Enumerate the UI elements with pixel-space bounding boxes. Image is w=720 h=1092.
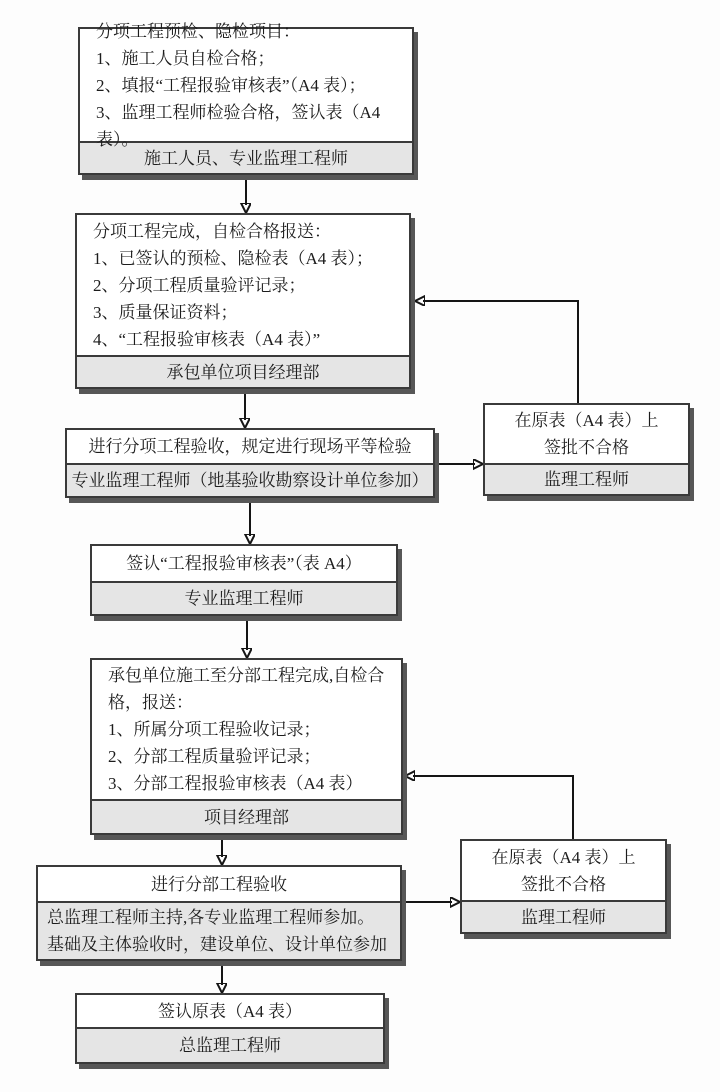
text-line: 分项工程完成，自检合格报送：: [93, 221, 331, 241]
text-line: 3、质量保证资料；: [93, 302, 238, 322]
text-line: 承包单位施工至分部工程完成,自检合格，报送：: [108, 666, 385, 712]
text-line: 4、“工程报验审核表（A4 表）”: [93, 329, 321, 349]
sign-original-form-box: [75, 993, 385, 1064]
text-line: 1、已签认的预检、隐检表（A4 表）；: [93, 248, 374, 268]
text-line: 签批不合格: [521, 874, 606, 894]
box-body: 进行分项工程验收，规定进行现场平等检验: [88, 437, 412, 456]
arrow-reject2-back-to-subdivision-report: [413, 776, 573, 839]
sign-review-form-box: [90, 544, 398, 616]
text-line: 3、分部工程报验审核表（A4 表）: [108, 774, 363, 793]
box-body: [77, 215, 409, 355]
subitem-acceptance-box: [65, 428, 435, 498]
text-line: 2、分项工程质量验评记录；: [93, 275, 306, 295]
text-line: 1、施工人员自检合格；: [96, 48, 275, 68]
box-body: [92, 660, 401, 799]
responsible-party-label: 承包单位项目经理部: [77, 355, 409, 387]
subitem-report-box: [75, 213, 411, 389]
subdivision-report-box: [90, 658, 403, 835]
responsible-party-label: 施工人员、专业监理工程师: [80, 141, 412, 173]
box-body: 进行分部工程验收: [151, 874, 287, 894]
subitem-precheck-box: [78, 21, 414, 175]
reject-sign-box-1: [483, 403, 690, 496]
text-line: 在原表（A4 表）上: [514, 411, 659, 430]
responsible-party-label: 项目经理部: [92, 799, 401, 833]
text-line: 在原表（A4 表）上: [491, 847, 636, 867]
box-body: [80, 21, 412, 149]
box-body: [462, 841, 665, 900]
responsible-party-label: 总监理工程师: [77, 1027, 383, 1062]
text-line: 2、填报“工程报验审核表”（A4 表）；: [96, 75, 366, 95]
text-line: 2、分部工程质量验评记录；: [108, 747, 321, 766]
text-line: 签批不合格: [544, 438, 629, 457]
text-line: 3、监理工程师检验合格，签认表（A4 表）。: [96, 102, 381, 149]
responsible-party-label: 监理工程师: [462, 900, 665, 932]
responsible-party-label: 专业监理工程师（地基验收勘察设计单位参加）: [67, 463, 433, 496]
box-body: 签认“工程报验审核表”（表 A4）: [126, 554, 362, 573]
subdivision-acceptance-box: [36, 865, 402, 961]
box-body: 签认原表（A4 表）: [157, 1001, 303, 1021]
text-line: 1、所属分项工程验收记录；: [108, 720, 321, 739]
responsible-party-label: 总监理工程师主持,各专业监理工程师参加。基础及主体验收时，建设单位、设计单位参加: [38, 901, 400, 959]
responsible-party-label: 专业监理工程师: [92, 581, 396, 614]
text-line: 分项工程预检、隐检项目：: [96, 21, 300, 41]
responsible-party-label: 监理工程师: [485, 463, 688, 494]
reject-sign-box-2: [460, 839, 667, 934]
arrow-reject1-back-to-subitem-report: [423, 301, 578, 403]
box-body: [485, 405, 688, 463]
